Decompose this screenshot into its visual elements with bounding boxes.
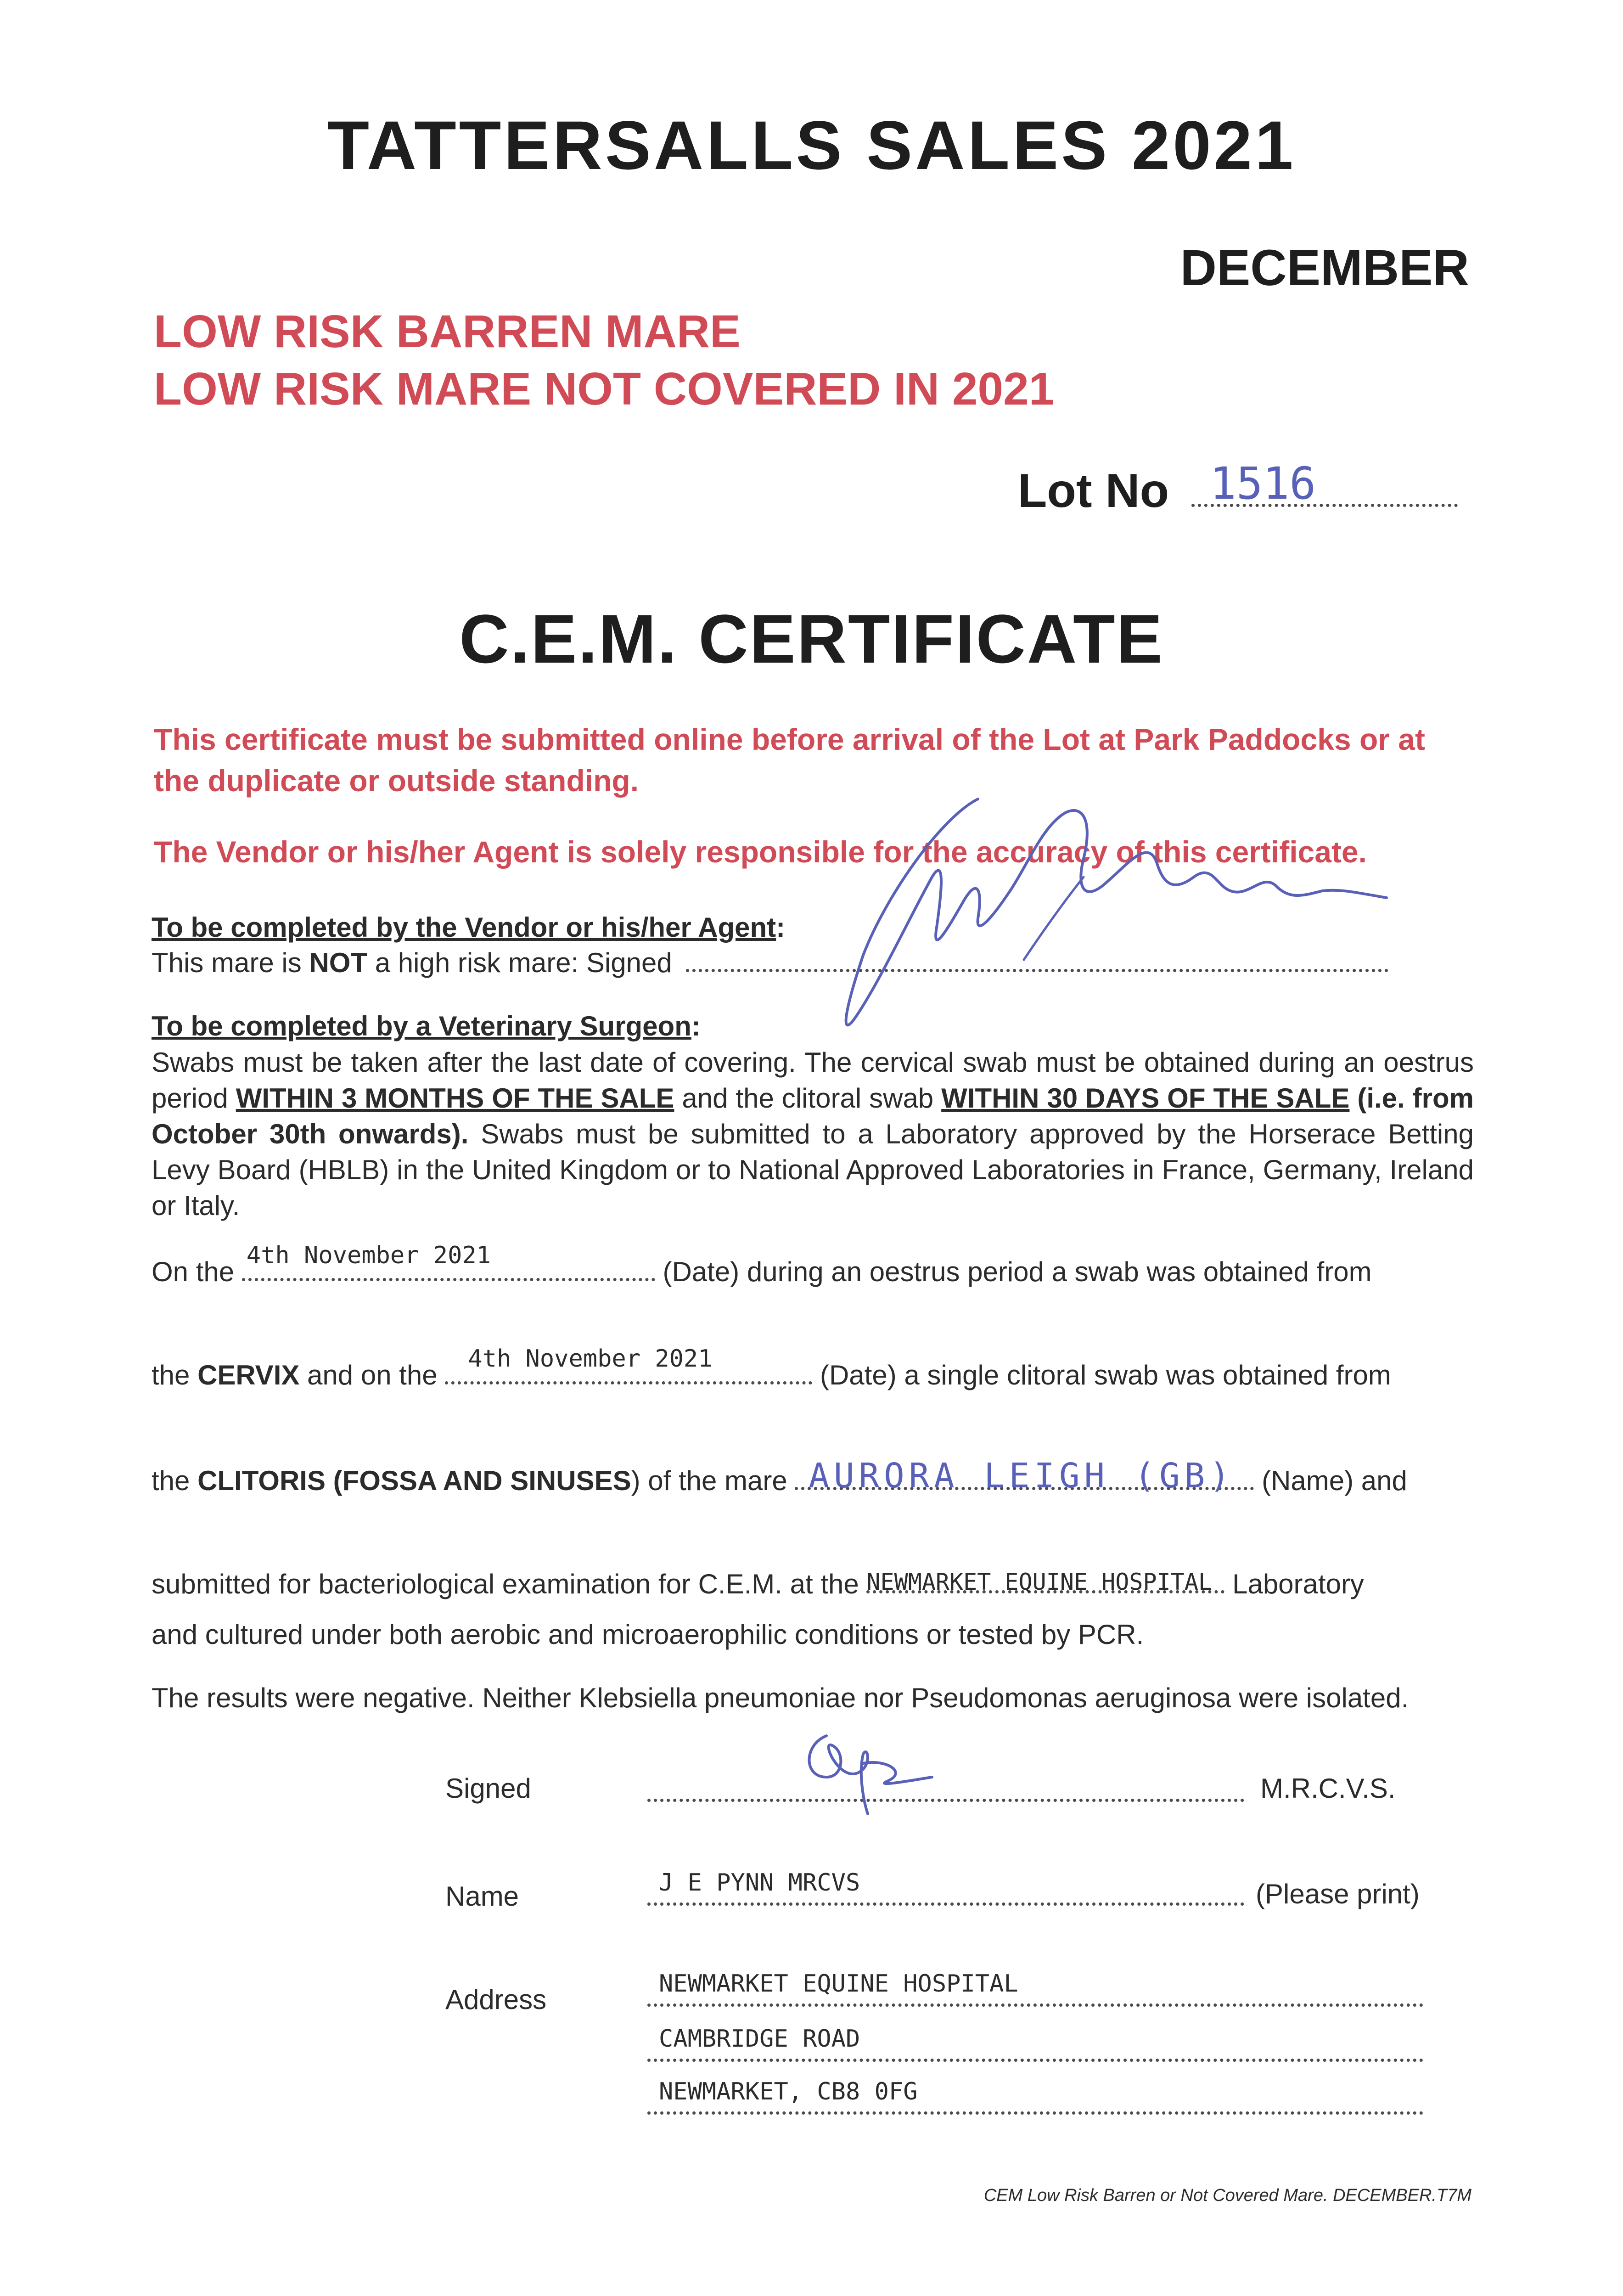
lot-number-field[interactable]: [1017, 458, 1458, 518]
document-title: TATTERSALLS SALES 2021: [327, 107, 1296, 184]
vet-name-label: Name: [445, 1881, 519, 1912]
vendor-heading: To be completed by the Vendor or his/her Agent:: [152, 912, 786, 943]
laboratory-line[interactable]: submitted for bacteriological examination for C.E.M. at the NEWMARKET EQUINE HOSPITAL Laboratory: [152, 1569, 1364, 1599]
cervix-date-dotted: [242, 1272, 655, 1281]
vet-signed-line[interactable]: [647, 1793, 1244, 1804]
risk-category-2: LOW RISK MARE NOT COVERED IN 2021: [154, 363, 1055, 415]
mrcvs-label: M.R.C.V.S.: [1260, 1773, 1396, 1804]
vendor-declaration[interactable]: This mare is NOT a high risk mare: Signed: [152, 947, 1474, 979]
vet-signature: [794, 1727, 941, 1818]
risk-category-1: LOW RISK BARREN MARE: [154, 306, 741, 357]
vet-instructions: Swabs must be taken after the last date of covering. The cervical swab must be obtained during an oestrus period WITHIN 3 MONTHS OF THE SALE and the clitoral swab WITHIN 30 DAYS OF THE SALE (i.e. from October 30th onwards). Swabs must be submitted to a Laboratory approved by the Horserace Betting Levy Board (HBLB) in the United Kingdom or to National Approved Laboratories in France, Germany, Ireland or Italy.: [152, 1047, 1474, 1221]
lot-label: Lot No: [1017, 464, 1169, 518]
submission-notice: This certificate must be submitted online before arrival of the Lot at Park Paddocks or at the duplicate or outside standing.: [154, 722, 1425, 798]
vet-address-label: Address: [445, 1984, 547, 2015]
mare-name-value: AURORA LEIGH (GB): [809, 1456, 1235, 1496]
address-line-2[interactable]: CAMBRIDGE ROAD: [647, 2025, 1428, 2062]
vet-name-field[interactable]: [647, 1869, 1249, 1906]
vendor-signature: [826, 781, 1446, 1038]
please-print-label: (Please print): [1256, 1879, 1420, 1909]
clitoral-date-line[interactable]: the CERVIX and on the 4th November 2021 (Date) a single clitoral swab was obtained from: [152, 1345, 1391, 1390]
clitoral-date-dotted: [445, 1376, 812, 1384]
address-line-1[interactable]: NEWMARKET EQUINE HOSPITAL: [647, 1970, 1428, 2007]
sale-month: DECEMBER: [1180, 240, 1469, 296]
vet-signed-dotted: [647, 1793, 1244, 1802]
clitoral-swab-date: 4th November 2021: [468, 1345, 713, 1373]
address-line-3[interactable]: NEWMARKET, CB8 0FG: [647, 2078, 1428, 2115]
form-reference-footer: CEM Low Risk Barren or Not Covered Mare. DECEMBER.T7M: [983, 2186, 1471, 2205]
laboratory-name-value: NEWMARKET EQUINE HOSPITAL: [866, 1569, 1212, 1595]
vet-name-value: J E PYNN MRCVS: [659, 1869, 860, 1896]
vet-signed-label: Signed: [445, 1773, 531, 1804]
culture-conditions: and cultured under both aerobic and microaerophilic conditions or tested by PCR.: [152, 1619, 1144, 1650]
vet-heading: To be completed by a Veterinary Surgeon:: [152, 1011, 701, 1041]
results-statement: The results were negative. Neither Klebsiella pneumoniae nor Pseudomonas aeruginosa were isolated.: [152, 1683, 1409, 1713]
certificate-title: C.E.M. CERTIFICATE: [459, 600, 1164, 677]
lot-number-value: 1516: [1210, 458, 1316, 509]
cervix-swab-date: 4th November 2021: [246, 1242, 491, 1269]
vet-name-dotted: [647, 1897, 1244, 1906]
mare-name-line[interactable]: the CLITORIS (FOSSA AND SINUSES) of the mare AURORA LEIGH (GB) (Name) and: [152, 1456, 1407, 1496]
cervix-date-line[interactable]: On the 4th November 2021 (Date) during an oestrus period a swab was obtained from: [152, 1242, 1372, 1287]
responsibility-notice: The Vendor or his/her Agent is solely responsible for the accuracy of this certificate.: [154, 835, 1367, 869]
